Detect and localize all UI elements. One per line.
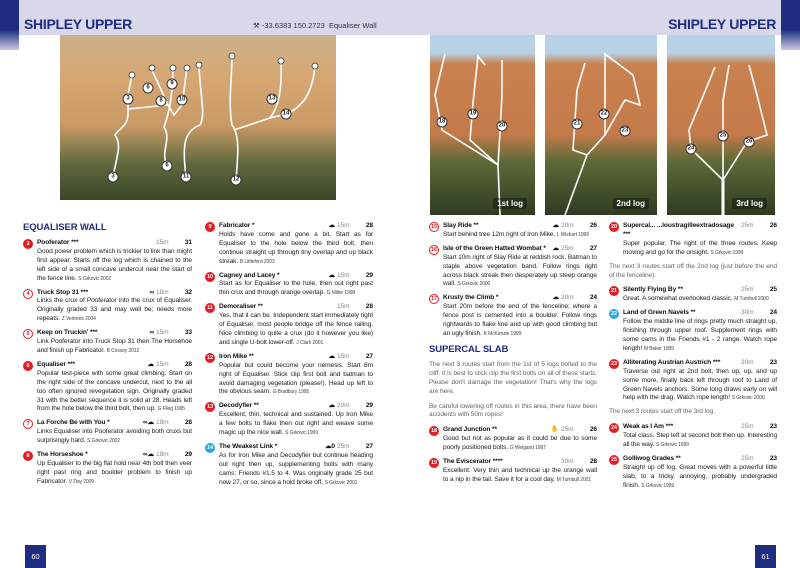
first-ascent: G Weigand 1987	[509, 445, 546, 452]
topo-label: 24	[686, 144, 697, 155]
first-ascent: L Wishart 1999	[556, 231, 589, 238]
route-length: 30m	[741, 358, 754, 366]
route-entry	[429, 294, 597, 339]
route-grade: 27	[589, 244, 597, 252]
route-number-badge: 7	[23, 419, 33, 429]
first-ascent: G Bradbury 1995	[272, 389, 310, 396]
route-description: Link Pooferator into Truck Stop 31 then The Horsehoe and finish up Fabricator.	[37, 338, 192, 354]
route-entry	[609, 455, 777, 491]
route-number-badge: 3	[23, 239, 33, 249]
route-length: 15m	[337, 303, 350, 311]
route-description: Links Equaliser into Pooferator avoiding both cruxs but surprisingly hard.	[37, 428, 192, 445]
route-length: 25m	[337, 442, 350, 450]
column-1	[23, 222, 192, 492]
route-grade: 27	[365, 442, 373, 450]
first-ascent: V Day 2009	[68, 478, 94, 485]
route-number-badge: 5	[23, 329, 33, 339]
route-name: Supercal... ...loustragilleextradosage ***	[623, 222, 734, 238]
topo-label: 25	[718, 131, 729, 142]
route-entry	[23, 361, 192, 414]
route-gear-icon: ∞☁	[142, 451, 154, 459]
route-name: Weak as I Am ***	[623, 423, 674, 431]
photo-caption: 3rd log	[732, 198, 767, 209]
route-gear-icon: ☁	[552, 244, 559, 252]
route-name: La Forche Be with You *	[37, 419, 110, 427]
route-grade: 26	[589, 426, 597, 434]
topo-label: 14	[281, 109, 292, 120]
route-grade: 28	[365, 222, 373, 229]
route-entry	[205, 402, 373, 438]
route-grade: 26	[769, 222, 777, 229]
route-number-badge: 21	[610, 288, 618, 295]
route-number-badge: 12	[206, 354, 214, 361]
page-title-right: SHIPLEY UPPER	[668, 16, 776, 32]
topo-label: 23	[620, 126, 631, 137]
supercal-intro-note: The next 3 routes start from the 1st of 5 logs bolted to the cliff. It is best to stick clip the first bolts on all of these starts. Please don't damage the vegetation! That's why the logs are here.	[429, 360, 597, 395]
gps-area: Equaliser Wall	[328, 21, 377, 30]
route-gear-icon: ☁	[328, 352, 335, 360]
route-entry	[609, 286, 777, 304]
route-name: Demoraliser **	[219, 303, 263, 311]
route-length: 25m	[741, 454, 754, 462]
route-name: Pooferator ***	[37, 239, 79, 246]
route-grade: 26	[589, 222, 597, 229]
route-number-badge: 4	[23, 289, 33, 299]
route-description: Popular test-piece with some great climbing. Start on the right side of the concave undercut, next to the all too often ignored revegetation sign. Originally graded 31 with the better sequence it is solid at 28. Heads left from the hole below the third bolt, then up.	[37, 369, 192, 413]
first-ascent: B Littleford 2003	[239, 258, 275, 265]
topo-label: 6	[143, 83, 154, 94]
route-length: 18m	[156, 419, 169, 427]
route-description: Up Equaliser to the big flat hold near 4th bolt then veer right past ring and boulder problem to finish up Fabricator.	[37, 459, 192, 485]
route-description: Start 10m right of Slay Ride at reddish rock. Batman to staple above vegetation band. Follow rings right across black streak then desperately up steep orange wall.	[443, 253, 597, 288]
route-name: Grand Junction **	[443, 426, 497, 434]
first-ascent: S Grkovic 1999	[285, 430, 318, 437]
route-description: Traverse out right at 2nd bolt, then up, up, and up some more, finally back left through roof to Land of Green Navels anchors. Some long draws early on will help with the drag. Watch rope length!	[623, 367, 777, 402]
route-name: The Eviscerator ****	[443, 458, 503, 466]
route-gear-icon: ∞	[149, 329, 154, 337]
route-entry	[429, 458, 597, 485]
route-name: Krusty the Climb *	[443, 294, 499, 302]
first-ascent: G Flieg 1995	[157, 406, 185, 413]
topo-label: 22	[599, 109, 610, 120]
route-grade: 24	[589, 294, 597, 302]
route-entry	[609, 423, 777, 450]
first-ascent: S Grkovic 1999	[656, 442, 689, 449]
route-number-badge: 16	[430, 246, 438, 253]
column-3	[429, 222, 597, 490]
route-length: 15m	[156, 239, 169, 246]
first-ascent: S Grkovic 2001	[324, 479, 358, 486]
route-name: The Horseshoe *	[37, 451, 88, 459]
route-gear-icon: ∞☁	[142, 419, 154, 427]
route-gear-icon: ☁	[552, 222, 559, 229]
first-ascent: M Baker 1989	[643, 345, 674, 352]
page-number-right: 61	[755, 545, 776, 568]
route-number-badge: 9	[205, 222, 215, 232]
route-name: Iron Mike **	[219, 352, 254, 360]
route-length: 15m	[337, 271, 350, 279]
route-gear-icon: ☁	[328, 402, 335, 410]
route-entry	[205, 303, 373, 348]
route-number-badge: 11	[205, 303, 215, 313]
route-gear-icon: ☁	[328, 222, 335, 229]
route-gear-icon: ☁	[328, 271, 335, 279]
first-ascent: M Turnbull 2001	[556, 476, 592, 483]
route-length: 25m	[741, 423, 754, 431]
route-entry	[23, 289, 192, 325]
gps-location	[253, 21, 377, 30]
topo-label: 10	[177, 95, 188, 106]
route-name: Equaliser ***	[37, 360, 75, 368]
topo-label: 18	[437, 117, 448, 128]
route-entry	[23, 239, 192, 284]
column-2	[205, 222, 373, 492]
route-length: 25m	[741, 286, 754, 294]
route-entry	[205, 443, 373, 488]
topo-photo-equaliser-wall	[60, 35, 336, 200]
route-name: Golliwog Grades **	[623, 454, 681, 462]
route-gear-icon: ✋	[550, 426, 559, 434]
route-entry	[205, 222, 373, 267]
route-entry	[429, 222, 597, 240]
topo-photo-2nd-log	[545, 35, 657, 215]
topo-label: 13	[267, 94, 278, 105]
route-entry	[609, 309, 777, 354]
route-number-badge: 23	[610, 360, 618, 367]
route-grade: 24	[769, 309, 777, 317]
topo-label: 3	[108, 172, 119, 183]
route-description: Yes, that it can be. Independent start immediately right of Equaliser, most people bridge off the fence railing. Nice climbing to quite a crux (do it however you like) and single U-bolt lower-off.	[219, 312, 373, 346]
topo-label: 26	[744, 137, 755, 148]
photo-caption: 2nd log	[613, 198, 649, 209]
first-ascent: M Turnbull 2000	[734, 296, 769, 303]
route-name: Cagney and Lacey *	[219, 271, 280, 279]
route-name: Slay Ride **	[443, 222, 479, 229]
column-4	[609, 222, 777, 496]
route-length: 25m	[741, 222, 754, 229]
route-gear-icon: ☁0	[324, 442, 335, 450]
route-grade: 29	[184, 451, 192, 459]
route-name: Silently Flying By **	[623, 286, 683, 294]
route-length: 20m	[561, 294, 574, 302]
route-gear-icon: ☁	[147, 360, 154, 368]
topo-lines	[545, 35, 657, 215]
topo-label: 11	[181, 172, 192, 183]
route-entry	[205, 272, 373, 299]
gps-coords: -33.6383 150.2723	[261, 21, 325, 30]
topo-label: 12	[231, 175, 242, 186]
topo-label: 19	[468, 109, 479, 120]
first-ascent: S Grkovic 2002	[87, 438, 120, 445]
first-ascent: S Grkovic 2000	[457, 281, 491, 288]
route-description: Good but not as popular as it could be due to some poorly positioned bolts.	[443, 435, 597, 452]
route-entry	[609, 222, 777, 258]
route-entry	[429, 426, 597, 453]
topo-photo-1st-log	[430, 35, 535, 215]
route-length: 20m	[337, 402, 350, 410]
route-length: 30m	[561, 458, 574, 466]
log3-note: The next 3 routes start off the 3rd log.	[609, 408, 715, 416]
route-name: Fabricator *	[219, 222, 255, 229]
route-entry	[429, 245, 597, 290]
route-number-badge: 24	[610, 425, 618, 432]
section-heading-equaliser-wall: EQUALISER WALL	[23, 222, 107, 233]
topo-label: 8	[156, 96, 167, 107]
route-name: Isle of the Green Hatted Wombat *	[443, 244, 546, 252]
route-grade: 28	[589, 458, 597, 466]
route-length: 30m	[741, 309, 754, 317]
route-grade: 33	[184, 329, 192, 337]
section-heading-supercal-slab: SUPERCAL SLAB	[429, 343, 509, 355]
topo-label: 21	[572, 119, 583, 130]
route-length: 20m	[561, 222, 574, 229]
topo-label: 6	[162, 161, 173, 172]
route-name: Decodyfier **	[219, 402, 259, 410]
topo-label: 20	[497, 121, 508, 132]
topo-lines	[667, 35, 775, 215]
route-grade: 23	[769, 423, 777, 431]
route-description: Great. A somewhat overlooked classic.	[623, 295, 733, 303]
topo-label: 9	[167, 79, 178, 90]
topo-label: 3	[123, 94, 134, 105]
route-description: Total class. Step left at second bolt then up. Interesting all the way.	[623, 432, 778, 449]
route-grade: 29	[365, 271, 373, 279]
route-number-badge: 13	[206, 404, 214, 411]
route-name: Keep on Truckin' ***	[37, 329, 98, 337]
first-ascent: G Miller 1998	[326, 290, 356, 297]
route-entry	[23, 329, 192, 356]
route-name: Truck Stop 31 ***	[37, 288, 89, 296]
route-length: 15m	[156, 360, 169, 368]
route-description: Start 20m before the end of the fenceline; where a fence post is cemented into a boulder. Follow rings rightwards to flake line and up with good climbing but an ugly finish.	[443, 303, 597, 337]
left-thumb-tab	[0, 0, 19, 50]
route-grade: 28	[184, 419, 192, 427]
route-length: 18m	[156, 288, 169, 296]
route-entry	[609, 359, 777, 404]
route-length: 25m	[561, 244, 574, 252]
route-grade: 27	[365, 352, 373, 360]
route-number-badge: 15	[430, 224, 438, 230]
route-grade: 28	[365, 303, 373, 311]
route-number-badge: 19	[430, 460, 438, 467]
topo-lines	[60, 35, 336, 200]
route-description: Super popular. The right of the three routes. Keep moving and go for the onsight.	[623, 239, 777, 256]
route-number-badge: 14	[206, 444, 214, 451]
route-gear-icon: ∞	[149, 288, 154, 296]
topo-photo-3rd-log	[667, 35, 775, 215]
page-number-left: 60	[25, 545, 46, 568]
first-ascent: S Grkovic 2002	[78, 275, 112, 282]
route-description: Popular but could become your nemesis. Start 8m right of Equaliser. Stick clip first bolt and batman to avoid damaging vegetation (please!). Head up left to the obvious seam.	[219, 361, 373, 396]
route-description: Holds have come and gone a bit. Start as for Equaliser to the hole below the third bolt, then continue straight up through tiny overlap and up black streak.	[219, 230, 373, 265]
route-grade: 31	[184, 239, 192, 246]
route-number-badge: 17	[430, 296, 438, 303]
right-thumb-tab	[781, 0, 800, 50]
route-number-badge: 6	[23, 361, 33, 371]
route-length: 15m	[337, 352, 350, 360]
route-number-badge: 20	[610, 224, 618, 230]
first-ascent: Z Vertrees 2004	[61, 316, 96, 323]
route-number-badge: 8	[23, 451, 33, 461]
photo-caption: 1st log	[493, 198, 527, 209]
log2-note: The next 3 routes start off the 2nd log (just before the end of the fenceline).	[609, 262, 777, 279]
route-description: Links the crux of Pooferator into the crux of Equaliser. Originally graded 33 and may well be; needs more repeats.	[37, 297, 192, 323]
route-grade: 29	[365, 402, 373, 410]
route-grade: 25	[769, 286, 777, 294]
first-ascent: S Grkovic 1999	[641, 482, 675, 489]
route-entry	[23, 451, 192, 487]
page-title-left: SHIPLEY UPPER	[24, 16, 132, 32]
route-entry	[205, 353, 373, 398]
route-grade: 23	[769, 454, 777, 462]
route-length: 25m	[561, 426, 574, 434]
route-grade: 28	[184, 360, 192, 368]
caution-note: Be careful lowering off routes in this area, there have been accidents with 50m ropes!	[429, 402, 597, 419]
route-description: Straight up off log. Great moves with a powerful little slab, to a tricky, annoying, probably undergraded finish.	[623, 463, 777, 489]
route-name: Alliterating Austrian Austrich ***	[623, 358, 721, 366]
first-ascent: K McKenzie 1999	[483, 330, 522, 337]
route-entry	[23, 419, 192, 446]
route-description: Follow the middle line of rings pretty much straight up, finishing through upper roof. Supplement rings with some cams in the Friends #1 - 2 range. Watch rope length!	[623, 318, 777, 352]
route-grade: 23	[769, 358, 777, 366]
route-number-badge: 10	[206, 273, 214, 280]
route-gear-icon: ☁	[552, 294, 559, 302]
route-name: The Weakest Link *	[219, 442, 278, 450]
route-description: Excellent. Very thin and technical up the orange wall to a nip in the tail. Save it for a cool day.	[443, 466, 597, 483]
route-description: Start as for Equaliser to the hole, then out right past thin crux and through orange overlap.	[219, 280, 373, 297]
route-number-badge: 18	[430, 428, 438, 435]
first-ascent: S Grkovic 1999	[710, 249, 744, 256]
first-ascent: J Clark 2001	[296, 339, 324, 346]
route-number-badge: 22	[610, 311, 618, 318]
route-description: As for Iron Mike and Decodyfier but continue heading out right then up, supplementing bolts with many cams: Friends #1.5 to 4. Was originally grade 25 but now 27, or so, since a hold broke off.	[219, 451, 373, 486]
route-description: Start behind tree 12m right of Iron Mike.	[443, 230, 556, 238]
climber-icon: ⚒	[253, 21, 260, 30]
route-description: Good power problem which is trickier to link than might first appear. Starts off the log which is chained to the left side of a small concave undercut near the start of the fence line.	[37, 247, 192, 282]
first-ascent: S Grkovic 2000	[731, 395, 765, 402]
route-length: 15m	[337, 222, 350, 229]
route-grade: 32	[184, 288, 192, 296]
first-ascent: B Cossey 2012	[106, 347, 140, 354]
route-number-badge: 25	[610, 456, 618, 463]
route-name: Land of Green Navels **	[623, 309, 696, 317]
route-description: Excellent, thin, technical and sustained. Up Iron Mike a few bolts to flake then out right and weave some magic up the nice wall.	[219, 411, 373, 437]
route-length: 18m	[156, 451, 169, 459]
route-length: 15m	[156, 329, 169, 337]
